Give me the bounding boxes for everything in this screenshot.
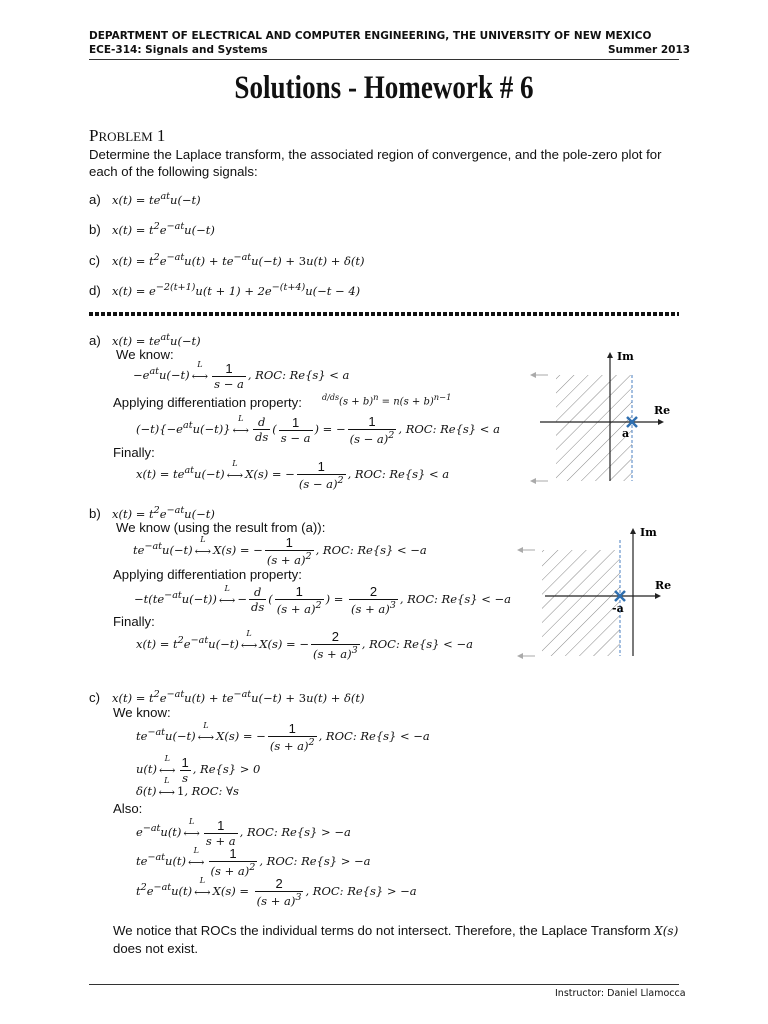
sol-c-we-know: We know: (113, 705, 171, 720)
sol-c-signal: $x(t) = t^2e^{-at}u(t) + te^{-at}u(-t) + 3u(t) + \delta(t)$ (112, 689, 365, 705)
sol-b-diff-prop: Applying differentiation property: (113, 567, 302, 582)
sol-c-conclusion (113, 922, 683, 957)
sol-a-eq1: $-e^{at}u(-t)$ L ⟷ $\frac{1}{s - a}$ , ROC: Re{s} < a (133, 360, 350, 391)
sol-a-diff-prop: Applying differentiation property: (113, 395, 302, 410)
sol-b-pole-zero-plot (515, 522, 680, 662)
sol-a-pole-zero-plot (530, 348, 680, 488)
problem-label-rest: ROBLEM (98, 129, 153, 144)
sol-b-label: b) (89, 506, 101, 521)
instructor-credit: Instructor: Daniel Llamocca (555, 988, 686, 999)
item-d-expr: $x(t) = e^{-2(t+1)}u(t + 1) + 2e^{-(t+4)}u(-t - 4)$ (112, 282, 361, 298)
item-c-label: c) (89, 253, 100, 268)
item-d-label: d) (89, 283, 101, 298)
pole-label: a (622, 427, 630, 440)
sol-b-result: $x(t) = t^2e^{-at}u(-t)$ L ⟷ X(s) = − $\frac{2}{(s + a)^3}$ , ROC: Re{s} < −a (136, 628, 473, 661)
conclusion-xs: X(s) (654, 924, 679, 938)
re-label: Re (654, 404, 671, 417)
problem-label-initial: P (89, 126, 99, 145)
sol-b-signal: $x(t) = t^2e^{-at}u(-t)$ (112, 505, 215, 521)
roc-region-b (542, 550, 620, 656)
roc-region-a (556, 375, 632, 481)
sol-a-result: $x(t) = te^{at}u(-t)$ L ⟷ X(s) = − $\frac{1}{(s - a)^2}$ , ROC: Re{s} < a (136, 458, 450, 491)
sol-a-signal: $x(t) = te^{at}u(-t)$ (112, 332, 201, 348)
course-name: ECE-314: Signals and Systems (89, 44, 268, 56)
sol-c-eq1: $te^{-at}u(-t)$ L ⟷ X(s) = − $\frac{1}{(s + a)^2}$ , ROC: Re{s} < −a (136, 720, 430, 753)
item-c-expr: $x(t) = t^2e^{-at}u(t) + te^{-at}u(-t) + 3u(t) + \delta(t)$ (112, 252, 365, 268)
im-label: Im (617, 350, 634, 363)
sol-c-eq5: $te^{-at}u(t)$ L ⟷ $\frac{1}{(s + a)^2}$ , ROC: Re{s} > −a (136, 845, 371, 878)
page-title: Solutions - Homework # 6 (234, 70, 534, 106)
sol-c-eq2: u(t) L ⟷ $\frac{1}{s}$ , Re{s} > 0 (136, 754, 261, 785)
sol-b-we-know: We know (using the result from (a)): (116, 520, 326, 535)
sol-b-finally: Finally: (113, 614, 155, 629)
sol-b-eq2: $-t(te^{-at}u(-t))$ L ⟷ − $\frac{d}{ds}$ ( $\frac{1}{(s + a)^2}$ ) = $\frac{2}{(s + a)^3}$ , ROC: Re{s} < −a (134, 583, 511, 616)
im-label: Im (640, 526, 657, 539)
department-header: DEPARTMENT OF ELECTRICAL AND COMPUTER ENGINEERING, THE UNIVERSITY OF NEW MEXICO (89, 30, 652, 42)
problem-statement: Determine the Laplace transform, the associated region of convergence, and the pole-zero plot for each of the following signals: (89, 147, 662, 179)
header-rule (89, 59, 679, 60)
pole-label: -a (612, 602, 624, 615)
sol-c-label: c) (89, 690, 100, 705)
item-a-expr: $x(t) = te^{at}u(-t)$ (112, 191, 201, 207)
sol-c-also: Also: (113, 801, 143, 816)
sol-a-eq2: $(-t)\{-e^{at}u(-t)\}$ L ⟷ $\frac{d}{ds}$ ( $\frac{1}{s - a}$ ) = − $\frac{1}{(s - a)^2}$ , ROC: Re{s} < a (136, 413, 500, 446)
footer-rule (89, 984, 679, 985)
item-b-label: b) (89, 222, 101, 237)
term-label: Summer 2013 (608, 44, 691, 56)
conclusion-text-1: We notice that ROCs the individual terms do not intersect. Therefore, the Laplace Transform (113, 923, 651, 938)
problem-heading (89, 126, 165, 146)
sol-c-eq4: $e^{-at}u(t)$ L ⟷ $\frac{1}{s + a}$ , ROC: Re{s} > −a (136, 817, 351, 848)
sol-c-eq6: $t^2e^{-at}u(t)$ L ⟷ X(s) = $\frac{2}{(s + a)^3}$ , ROC: Re{s} > −a (136, 875, 417, 908)
sol-a-diff-formula: $^{d/ds}(s + b)^n = n(s + b)^{n-1}$ (322, 392, 452, 408)
sol-a-finally: Finally: (113, 445, 155, 460)
sol-a-label: a) (89, 333, 101, 348)
item-a-label: a) (89, 192, 101, 207)
item-b-expr: $x(t) = t^2e^{-at}u(-t)$ (112, 221, 215, 237)
section-separator (89, 312, 679, 316)
problem-number: 1 (156, 126, 166, 145)
re-label: Re (655, 579, 672, 592)
sol-a-we-know: We know: (116, 347, 174, 362)
conclusion-text-2: does not exist. (113, 941, 199, 956)
sol-b-eq1: $te^{-at}u(-t)$ L ⟷ X(s) = − $\frac{1}{(s + a)^2}$ , ROC: Re{s} < −a (133, 534, 427, 567)
sol-c-eq3: δ(t) L ⟷ 1, ROC: ∀s (136, 776, 239, 799)
